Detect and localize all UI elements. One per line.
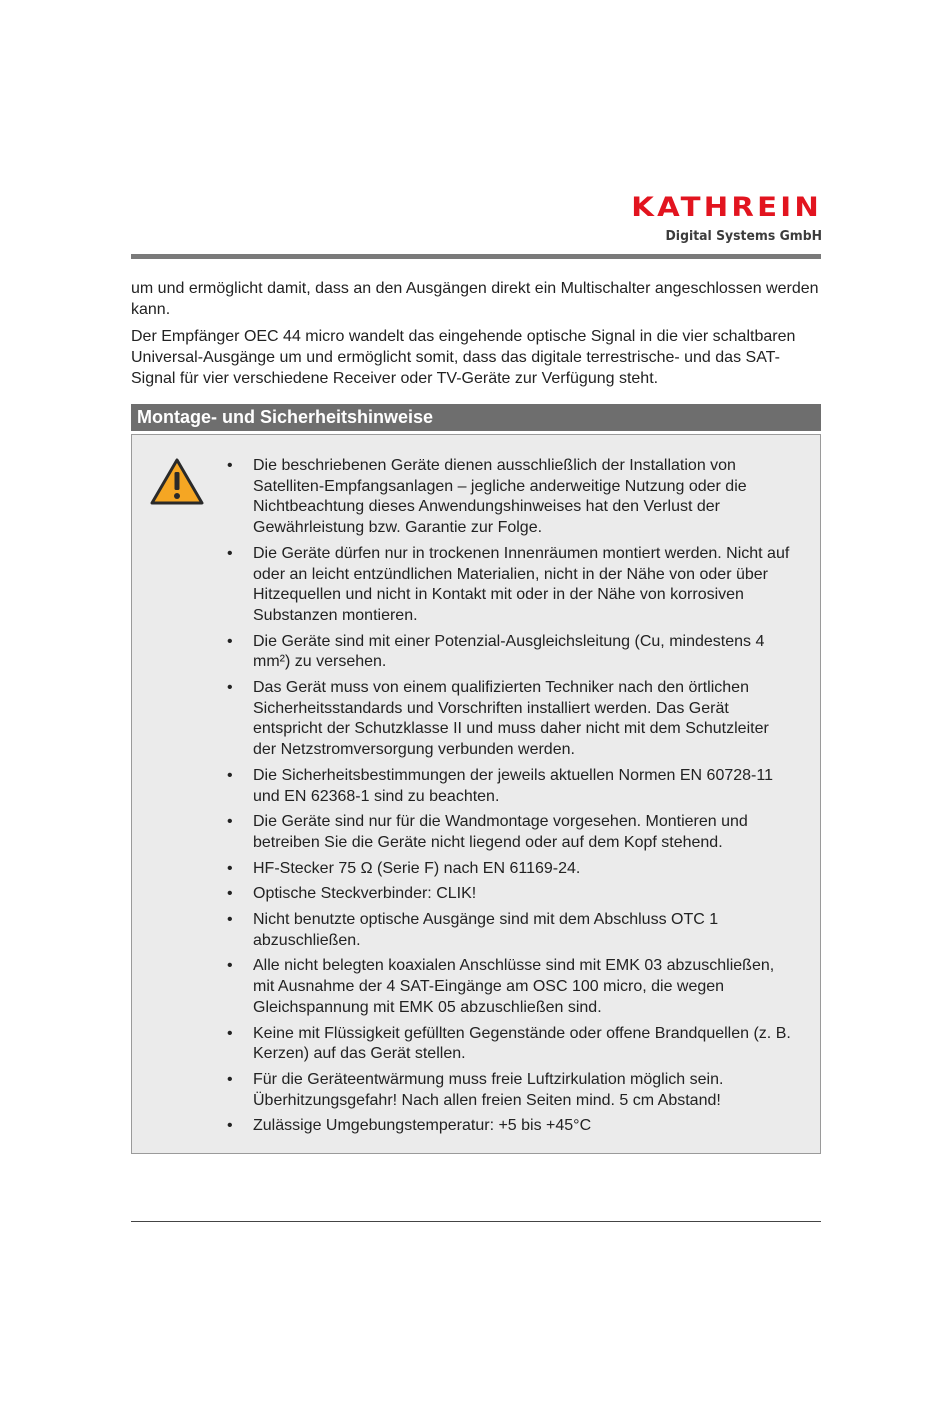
- intro-text: [131, 278, 821, 395]
- list-item: • Die Geräte dürfen nur in trockenen Innenräumen montiert werden. Nicht auf oder an leicht entzündlichen Materialien, nicht in der Nähe von oder über Hitzequellen und nicht in Kontakt mit oder in der Nähe von korrosiven Substanzen montieren.: [226, 544, 796, 627]
- warning-triangle-icon: [149, 457, 205, 507]
- safety-notice-box: [131, 434, 821, 1154]
- list-item: • Optische Steckverbinder: CLIK!: [226, 884, 796, 905]
- list-item: • HF-Stecker 75 Ω (Serie F) nach EN 61169-24.: [226, 859, 796, 880]
- list-item: • Die Geräte sind mit einer Potenzial-Ausgleichsleitung (Cu, mindestens 4 mm²) zu versehen.: [226, 632, 796, 673]
- header-divider: [131, 254, 821, 259]
- safety-list: [226, 456, 796, 1142]
- list-item: • Die Geräte sind nur für die Wandmontage vorgesehen. Montieren und betreiben Sie die Geräte nicht liegend oder auf dem Kopf stehend.: [226, 812, 796, 853]
- list-item: • Nicht benutzte optische Ausgänge sind mit dem Abschluss OTC 1 abzuschließen.: [226, 910, 796, 951]
- kathrein-logo: [610, 194, 822, 244]
- list-item: • Die beschriebenen Geräte dienen ausschließlich der Installation von Satelliten-Empfangsanlagen – jegliche anderweitige Nutzung oder die Nichtbeachtung dieses Anwendungshinweises hat den Verlust der Gewährleistung bzw. Garantie zur Folge.: [226, 456, 796, 539]
- brand-name: KATHREIN: [631, 192, 822, 223]
- footer-divider: [131, 1221, 821, 1222]
- intro-paragraph: um und ermöglicht damit, dass an den Ausgängen direkt ein Multischalter angeschlossen werden kann.: [131, 280, 819, 318]
- list-item: • Das Gerät muss von einem qualifizierten Techniker nach den örtlichen Sicherheitsstandards und Vorschriften installiert werden. Das Gerät entspricht der Schutzklasse II und muss daher nicht mit dem Schutzleiter der Netzstromversorgung verbunden werden.: [226, 678, 796, 761]
- brand-subtitle: Digital Systems GmbH: [665, 228, 822, 244]
- intro-paragraph: Der Empfänger OEC 44 micro wandelt das eingehende optische Signal in die vier schaltbaren Universal-Ausgänge um und ermöglicht somit, dass das digitale terrestrische- und das SAT-Signal für vier verschiedene Receiver oder TV-Geräte zur Verfügung steht.: [131, 328, 796, 387]
- list-item: • Für die Geräteentwärmung muss freie Luftzirkulation möglich sein. Überhitzungsgefahr! Nach allen freien Seiten mind. 5 cm Abstand!: [226, 1070, 796, 1111]
- section-heading: Montage- und Sicherheitshinweise: [131, 404, 821, 431]
- list-item: • Alle nicht belegten koaxialen Anschlüsse sind mit EMK 03 abzuschließen, mit Ausnahme der 4 SAT-Eingänge am OSC 100 micro, die wegen Gleichspannung mit EMK 05 abzuschließen sind.: [226, 956, 796, 1018]
- list-item: • Die Sicherheitsbestimmungen der jeweils aktuellen Normen EN 60728-11 und EN 62368-1 sind zu beachten.: [226, 766, 796, 807]
- list-item: • Keine mit Flüssigkeit gefüllten Gegenstände oder offene Brandquellen (z. B. Kerzen) auf das Gerät stellen.: [226, 1024, 796, 1065]
- list-item: • Zulässige Umgebungstemperatur: +5 bis +45°C: [226, 1116, 796, 1137]
